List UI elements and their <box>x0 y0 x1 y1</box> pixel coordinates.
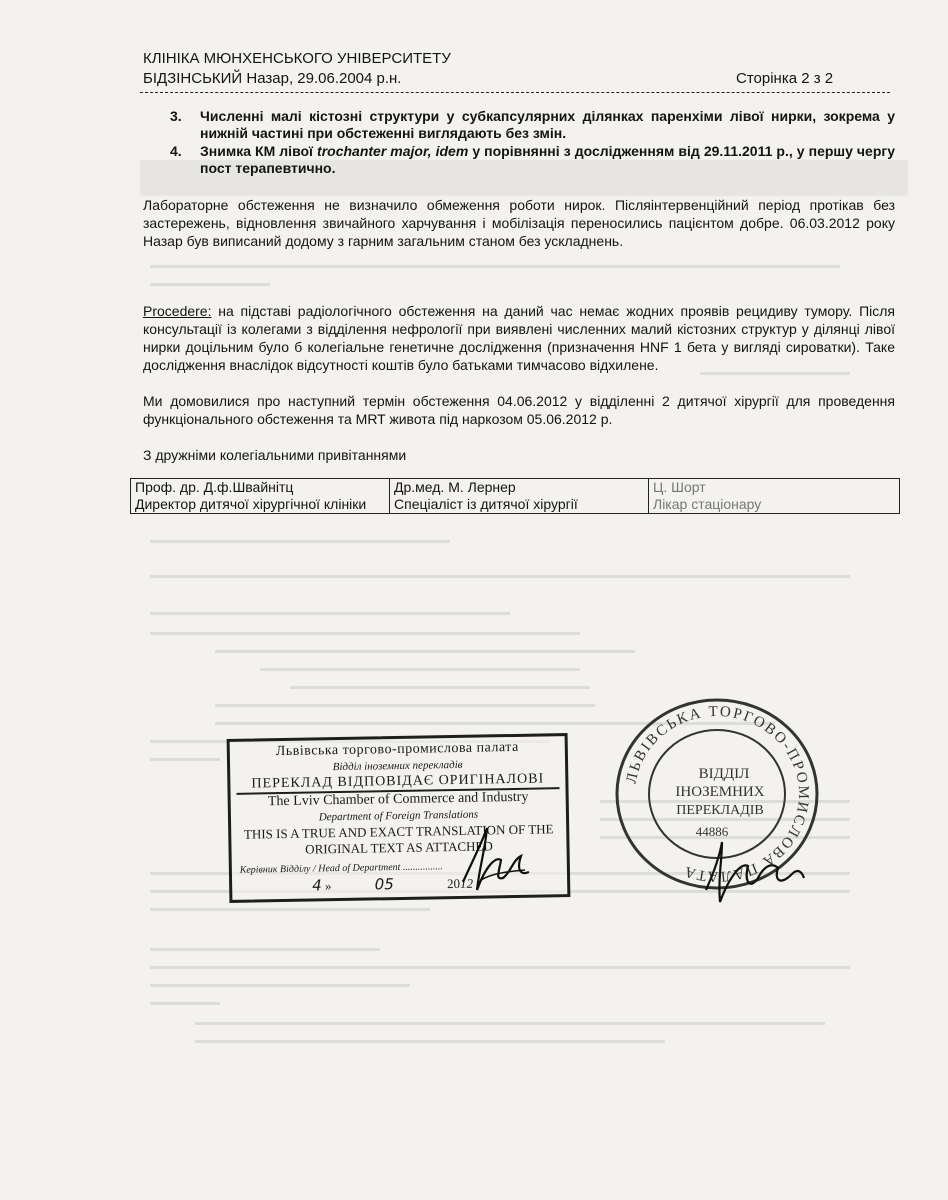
stamp-line: THIS IS A TRUE AND EXACT TRANSLATION OF THE <box>243 821 554 842</box>
signature-cell <box>649 479 900 514</box>
bleed-through-line <box>150 1002 220 1005</box>
list-text: Численні малі кістозні структури у субкапсулярних ділянках паренхіми лівої нирки, зокрема у нижній частині при обстеженні виглядають без змін. <box>200 108 895 141</box>
page-number: Сторінка 2 з 2 <box>736 70 834 87</box>
stamp-line: Львівська торгово-промислова палата <box>275 739 519 760</box>
bleed-through-line <box>260 668 580 671</box>
stamp-head-label: Керівник Відділу / Head of Department <box>239 861 401 876</box>
patient-line: БІДЗІНСЬКИЙ Назар, 29.06.2004 р.н. <box>143 70 402 87</box>
list-number: 3. <box>170 108 182 124</box>
bleed-through-line <box>150 948 380 951</box>
bleed-through-line <box>150 758 220 761</box>
header-divider <box>140 92 890 93</box>
list-item-3 <box>170 108 895 142</box>
stamp-line: ORIGINAL TEXT AS ATTACHED <box>305 838 493 857</box>
procedere-paragraph <box>143 302 895 374</box>
svg-text:ПЕРЕКЛАДІВ: ПЕРЕКЛАДІВ <box>676 803 764 818</box>
bleed-through-line <box>150 265 840 268</box>
bleed-through-line <box>150 575 850 578</box>
closing-line: З дружніми колегіальними привітаннями <box>143 447 407 463</box>
list-number: 4. <box>170 143 182 159</box>
bleed-through-line <box>150 632 580 635</box>
list-text-a: Знимка КМ лівої <box>200 143 318 159</box>
bleed-through-line <box>290 686 590 689</box>
handwritten-signature <box>700 832 810 912</box>
stamp-date-day: 4 <box>312 876 322 895</box>
procedere-text: на підставі радіологічного обстеження на даний час немає жодних проявів рецидиву тумору. Після консультації із колегами з відділення нефрології при виявлені численних малий кістозних структур у ділянці лівої нирки доцільним було б колегіальне генетичне дослідження (призначення HNF 1 бета у вигляді сироватки). Таке дослідження внаслідок відсутності коштів було батьками тимчасово відхилене. <box>143 303 895 373</box>
seal-ring-text: ЛЬВІВСЬКА ТОРГОВО-ПРОМИСЛОВА ПАЛАТА <box>623 703 812 885</box>
bleed-through-line <box>150 283 270 286</box>
handwritten-signature <box>455 820 535 900</box>
signature-table <box>130 478 900 514</box>
svg-text:ВІДДІЛ: ВІДДІЛ <box>698 766 750 782</box>
stamp-date-month: 05 <box>374 875 394 894</box>
svg-text:ІНОЗЕМНИХ: ІНОЗЕМНИХ <box>675 784 765 800</box>
svg-text:44886: 44886 <box>695 824 729 839</box>
signature-cell <box>131 479 390 514</box>
stamp-line: Відділ іноземних перекладів <box>332 758 463 774</box>
clinic-name: КЛІНІКА МЮНХЕНСЬКОГО УНІВЕРСИТЕТУ <box>143 50 451 67</box>
procedere-label: Procedere: <box>143 303 212 319</box>
list-text <box>200 143 895 177</box>
stamp-line: The Lviv Chamber of Commerce and Industry <box>267 789 529 810</box>
signer-name: Др.мед. М. Лернер <box>394 479 516 495</box>
bleed-through-line <box>150 612 510 615</box>
list-text-b: у порівнянні з дослідженням від 29.11.2011 р., у першу чергу пост терапевтично. <box>200 143 895 176</box>
signer-role: Директор дитячої хірургічної клініки <box>135 496 367 512</box>
bleed-through-line <box>150 540 450 543</box>
next-appointment-paragraph: Ми домовилися про наступний термін обстеження 04.06.2012 у відділенні 2 дитячої хірургії для проведення функціонального обстеження та MRT живота під наркозом 05.06.2012 р. <box>143 393 895 427</box>
signature-cell <box>390 479 649 514</box>
bleed-through-line <box>215 650 635 653</box>
bleed-through-line <box>150 966 850 969</box>
list-text-italic: trochanter major, idem <box>317 143 469 159</box>
stamp-date-year-prefix: 20 <box>446 875 461 892</box>
signer-name: Ц. Шорт <box>653 479 706 495</box>
bleed-through-line <box>195 1040 665 1043</box>
bleed-through-line <box>150 908 430 911</box>
list-item-4 <box>170 143 895 177</box>
bleed-through-line <box>215 704 595 707</box>
signer-role: Лікар стаціонару <box>653 496 762 512</box>
stamp-line: ПЕРЕКЛАД ВІДПОВІДАЄ ОРИГІНАЛОВІ <box>236 771 559 795</box>
stamp-line: Керівник Відділу / Head of Department ................ <box>239 861 443 876</box>
stamp-date: 4 » 05 2012 <box>312 875 474 895</box>
lab-paragraph: Лабораторне обстеження не визначило обмеження роботи нирок. Післяінтервенційний період протікав без застережень, відновлення звичайного харчування і мобілізація переносились пацієнтом добре. 06.03.2012 року Назар був виписаний додому з гарним загальним станом без ускладнень. <box>143 197 895 249</box>
signer-role: Спеціаліст із дитячої хірургії <box>394 496 578 512</box>
stamp-date-year: 12 <box>459 875 474 891</box>
bleed-through-line <box>195 1022 825 1025</box>
stamp-line: Department of Foreign Translations <box>318 808 479 824</box>
bleed-through-line <box>150 984 410 987</box>
signer-name: Проф. др. Д.ф.Швайнітц <box>135 479 294 495</box>
